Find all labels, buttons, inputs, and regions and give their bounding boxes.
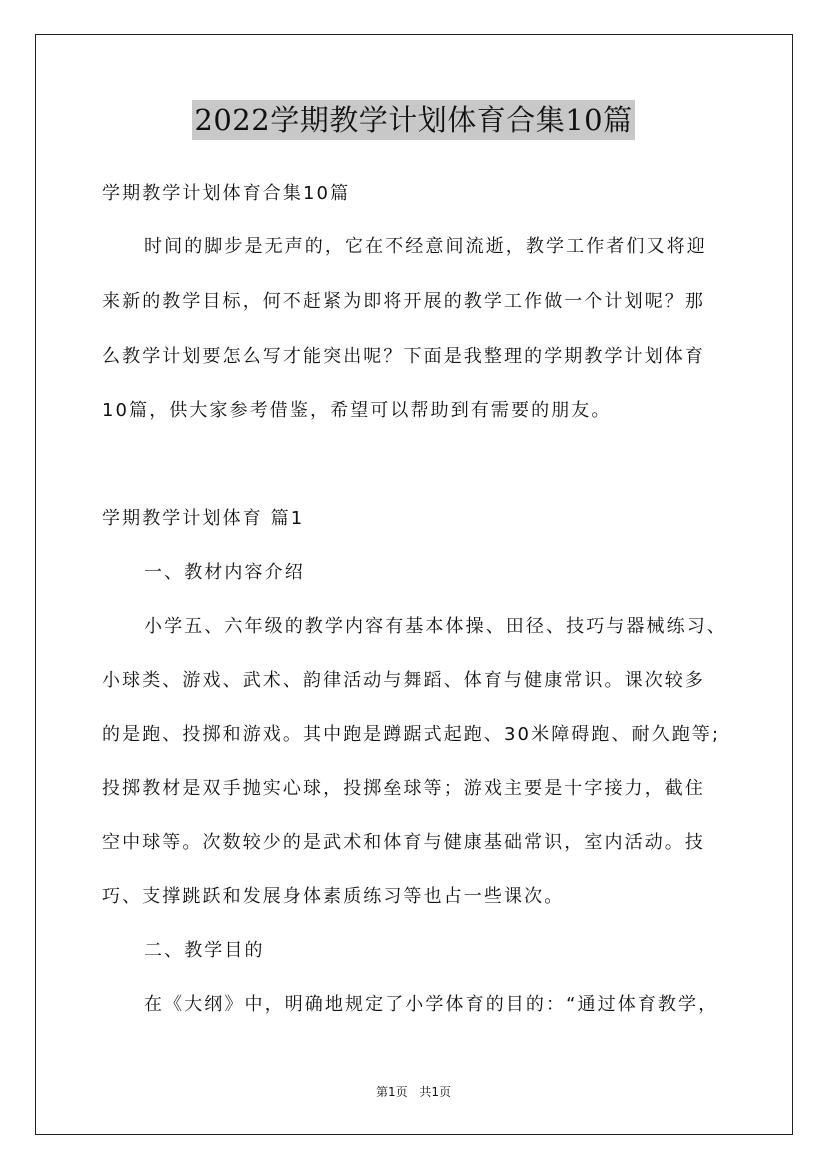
body-line-5: 空中球等。次数较少的是武术和体育与健康基础常识，室内活动。技 [102, 832, 705, 853]
page-total: 共1页 [419, 1085, 452, 1099]
page-footer [0, 1083, 827, 1100]
sub-heading-2: 二、教学目的 [144, 940, 265, 961]
section-heading: 学期教学计划体育 篇1 [102, 508, 305, 529]
intro-line-3: 么教学计划要怎么写才能突出呢？下面是我整理的学期教学计划体育 [102, 346, 705, 367]
intro-line-4: 10篇，供大家参考借鉴，希望可以帮助到有需要的朋友。 [102, 400, 612, 421]
document-title [0, 100, 827, 140]
page-number: 第1页 [375, 1085, 408, 1099]
intro-line-1: 时间的脚步是无声的，它在不经意间流逝，教学工作者们又将迎 [144, 236, 707, 257]
subtitle: 学期教学计划体育合集10篇 [102, 183, 351, 204]
body-line-6: 巧、支撑跳跃和发展身体素质练习等也占一些课次。 [102, 886, 565, 907]
sub-heading-1: 一、教材内容介绍 [144, 562, 305, 583]
body-line-1: 小学五、六年级的教学内容有基本体操、田径、技巧与器械练习、 [144, 616, 727, 637]
body-line-2: 小球类、游戏、武术、韵律活动与舞蹈、体育与健康常识。课次较多 [102, 670, 705, 691]
body-line-7: 在《大纲》中，明确地规定了小学体育的目的：“通过体育教学， [144, 994, 719, 1015]
body-line-4: 投掷教材是双手抛实心球，投掷垒球等；游戏主要是十字接力，截住 [102, 778, 705, 799]
intro-line-2: 来新的教学目标，何不赶紧为即将开展的教学工作做一个计划呢？那 [102, 291, 705, 312]
title-text: 2022学期教学计划体育合集10篇 [192, 100, 634, 140]
body-line-3: 的是跑、投掷和游戏。其中跑是蹲踞式起跑、30米障碍跑、耐久跑等; [102, 724, 721, 745]
